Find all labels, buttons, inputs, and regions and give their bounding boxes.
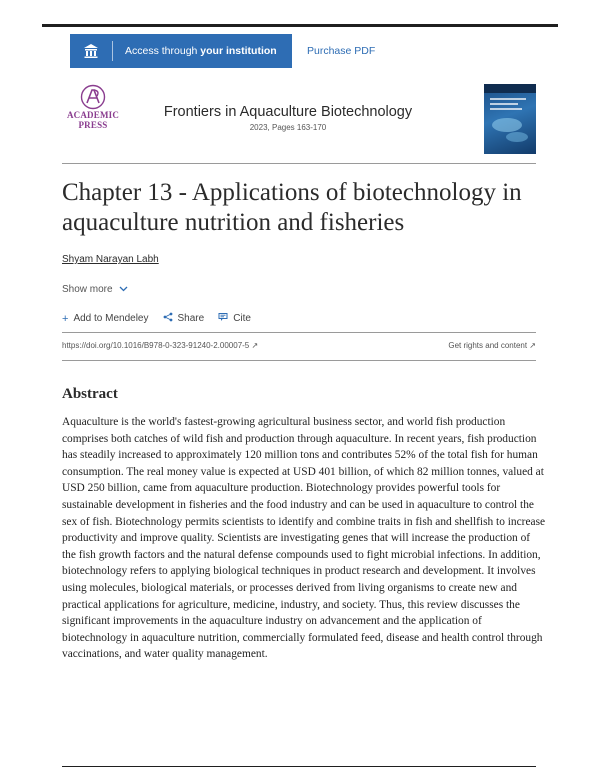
access-bar [70,34,375,68]
publisher-name-line2: PRESS [78,120,108,130]
share-icon [163,312,173,325]
rights-link[interactable]: Get rights and content ↗ [448,341,536,350]
share-button[interactable] [163,312,205,325]
cover-fish [492,118,522,132]
institution-icon [70,43,112,59]
journal-header [62,84,536,162]
journal-info [130,104,446,132]
book-cover-image[interactable] [484,84,536,154]
share-label: Share [177,313,205,324]
journal-pages: 2023, Pages 163-170 [249,123,327,132]
add-to-mendeley-button[interactable] [62,312,149,325]
journal-title[interactable]: Frontiers in Aquaculture Biotechnology [163,104,413,120]
doi-divider [62,360,536,361]
purchase-pdf-link[interactable]: Purchase PDF [307,45,376,57]
chapter-title: Chapter 13 - Applications of biotechnology in aquaculture nutrition and fisheries [62,179,522,236]
cover-title-line [490,103,518,105]
academic-press-emblem-icon [80,84,106,110]
add-to-mendeley-label: Add to Mendeley [73,313,149,324]
cite-label: Cite [233,313,251,324]
publisher-logo[interactable] [62,84,124,130]
access-label: Access through your institution [125,45,277,57]
external-link-icon: ↗ [529,341,536,350]
cover-title-line [490,108,522,110]
cite-button[interactable] [218,312,251,325]
abstract-heading: Abstract [62,386,118,402]
plus-icon: + [62,312,69,325]
external-link-icon: ↗ [251,341,259,350]
doi-row [62,341,536,350]
cover-fish [506,132,528,142]
show-more-label: Show more [62,284,113,295]
header-divider [62,163,536,164]
chevron-down-icon [119,284,128,295]
publisher-name-line1: ACADEMIC [66,110,120,120]
actions-divider [62,332,536,333]
cover-title-line [490,98,526,100]
access-institution-button[interactable] [70,34,292,68]
article-actions [62,312,251,325]
show-more-toggle[interactable] [62,284,128,295]
bottom-rule [62,766,536,767]
cover-band [484,84,536,93]
top-rule [42,24,558,27]
abstract-text: Aquaculture is the world's fastest-growing agricultural business sector, and world fish production comprises both catches of wild fish and production through aquaculture. In recent years, fish production has steadily increased to approximately 120 million tons and contributes 52% of the total fish for human consumption. The real money value is expected at USD 401 billion, of which 82 million tonnes, valued at USD 250 billion, came from aquaculture production. Biotechnology provides powerful tools for sustainable development in fisheries and the food industry and can be used in aquaculture to control the sex of fish. Biotechnology permits scientists to identify and combine traits in fish and shellfish to increase productivity and improve quality. Scientists are investigating genes that will increase the production of the fish growth factors and the natural defense compounds used to fight microbial infections. In addition, biotechnology refers to applying biological techniques in product research and development. It involves using molecules, biological materials, or processes derived from living organisms to create new and practical applications for agriculture, medicine, industry, and society. Thus, this review discusses the significant improvements in the aquaculture industry on advancement and the application of biotechnology in aquaculture nutrition, commercially formulated feed, disease and health control through vaccinations, and water quality management. [62,416,546,661]
author-link[interactable]: Shyam Narayan Labh [62,254,159,265]
doi-link[interactable]: https://doi.org/10.1016/B978-0-323-91240-2.00007-5 ↗ [62,341,259,350]
cite-icon [218,312,228,325]
